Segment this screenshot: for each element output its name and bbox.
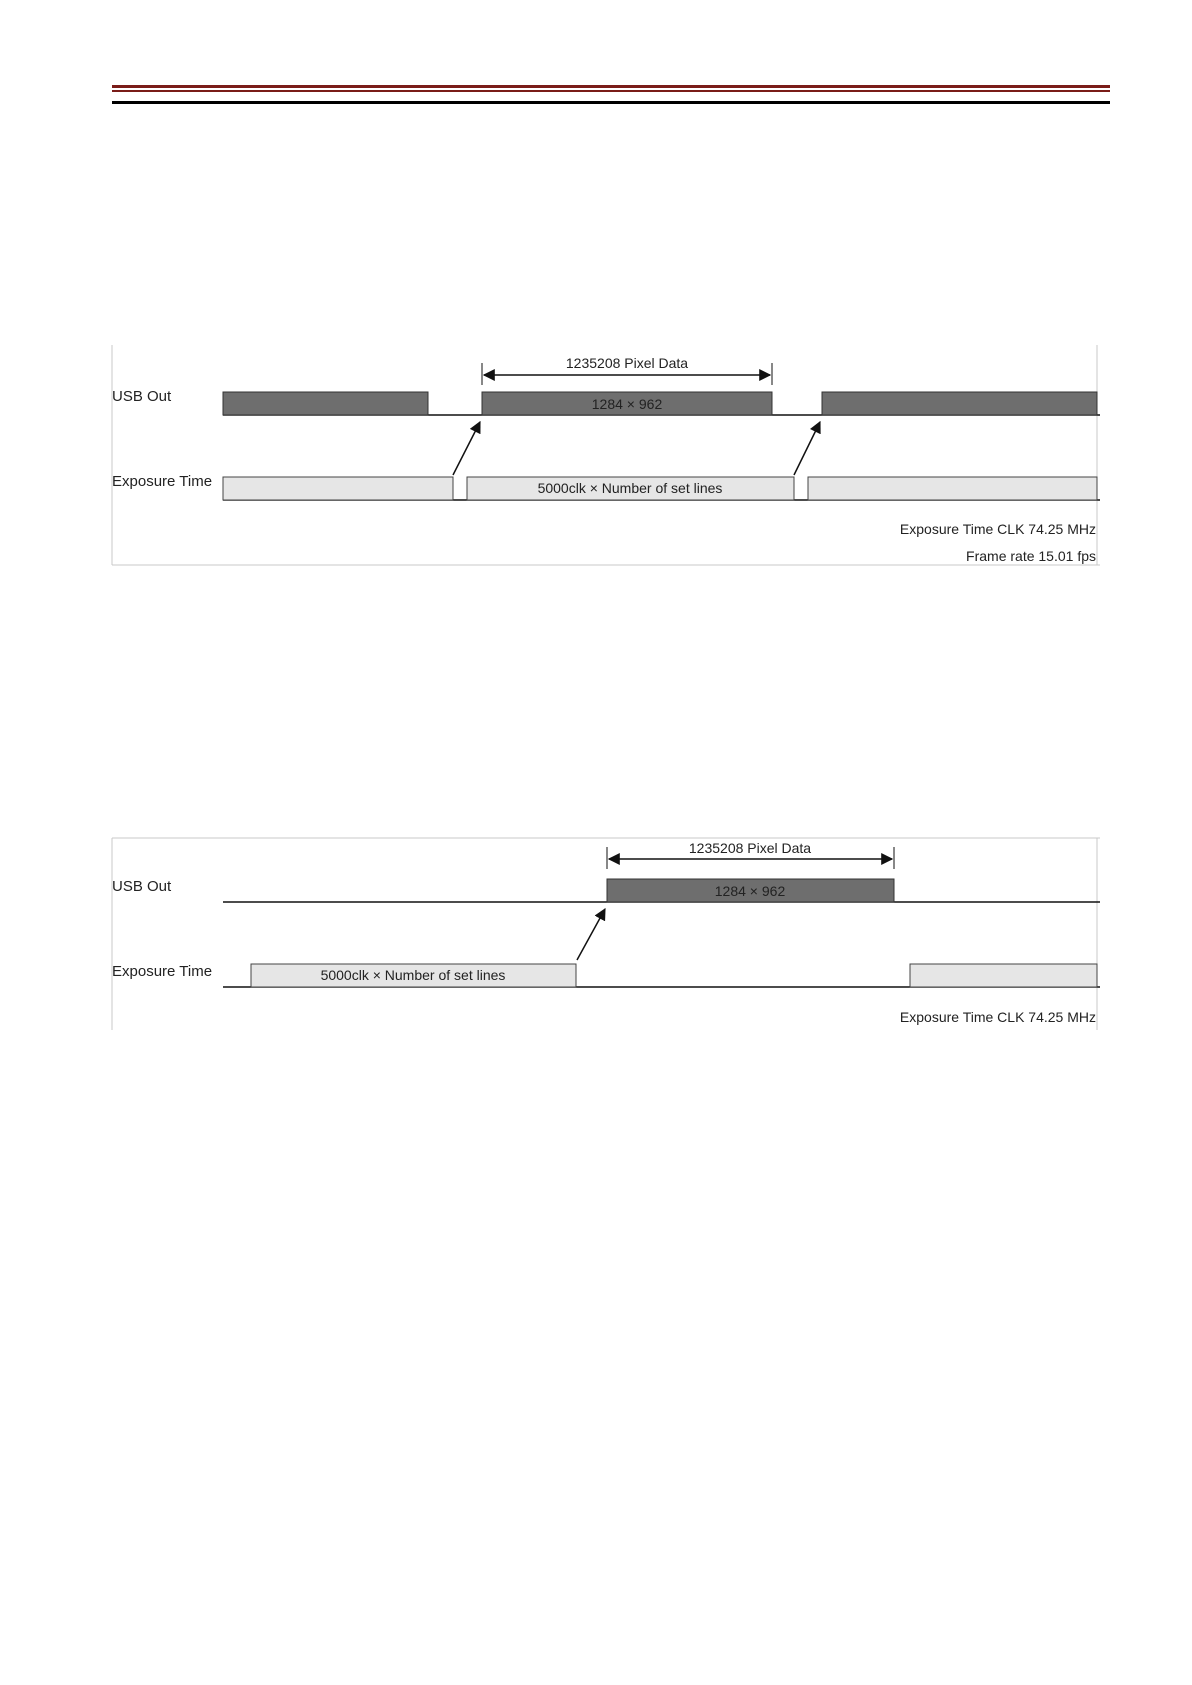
- exposure-block-label: 5000clk × Number of set lines: [537, 480, 723, 496]
- header-rule-bottom: [112, 101, 1110, 104]
- exposure-block-previous: [223, 477, 453, 500]
- resolution-label: 1284 × 962: [591, 396, 663, 412]
- exposure-block-next: [808, 477, 1097, 500]
- frame-rate-note: Frame rate 15.01 fps: [966, 548, 1096, 564]
- trigger-arrow-2: [794, 422, 820, 475]
- trigger-arrow-1: [453, 422, 480, 475]
- resolution-label: 1284 × 962: [714, 883, 786, 899]
- pixel-data-label: 1235208 Pixel Data: [688, 840, 812, 856]
- usb-out-label: USB Out: [112, 878, 172, 895]
- exposure-time-label: Exposure Time: [112, 473, 213, 490]
- exposure-block-label: 5000clk × Number of set lines: [320, 967, 506, 983]
- exposure-time-label: Exposure Time: [112, 963, 213, 980]
- exposure-block-next: [910, 964, 1097, 987]
- header-rule-middle: [112, 90, 1110, 92]
- clk-note: Exposure Time CLK 74.25 MHz: [899, 1009, 1096, 1025]
- timing-diagram-continuous: [100, 345, 1100, 575]
- header-rule-top: [112, 85, 1110, 88]
- timing-diagram-trigger: [100, 835, 1100, 1035]
- usb-frame-previous: [223, 392, 428, 415]
- usb-frame-next: [822, 392, 1097, 415]
- pixel-data-label: 1235208 Pixel Data: [565, 355, 689, 371]
- trigger-arrow: [577, 909, 605, 960]
- clk-note: Exposure Time CLK 74.25 MHz: [899, 521, 1096, 537]
- usb-out-label: USB Out: [112, 388, 172, 405]
